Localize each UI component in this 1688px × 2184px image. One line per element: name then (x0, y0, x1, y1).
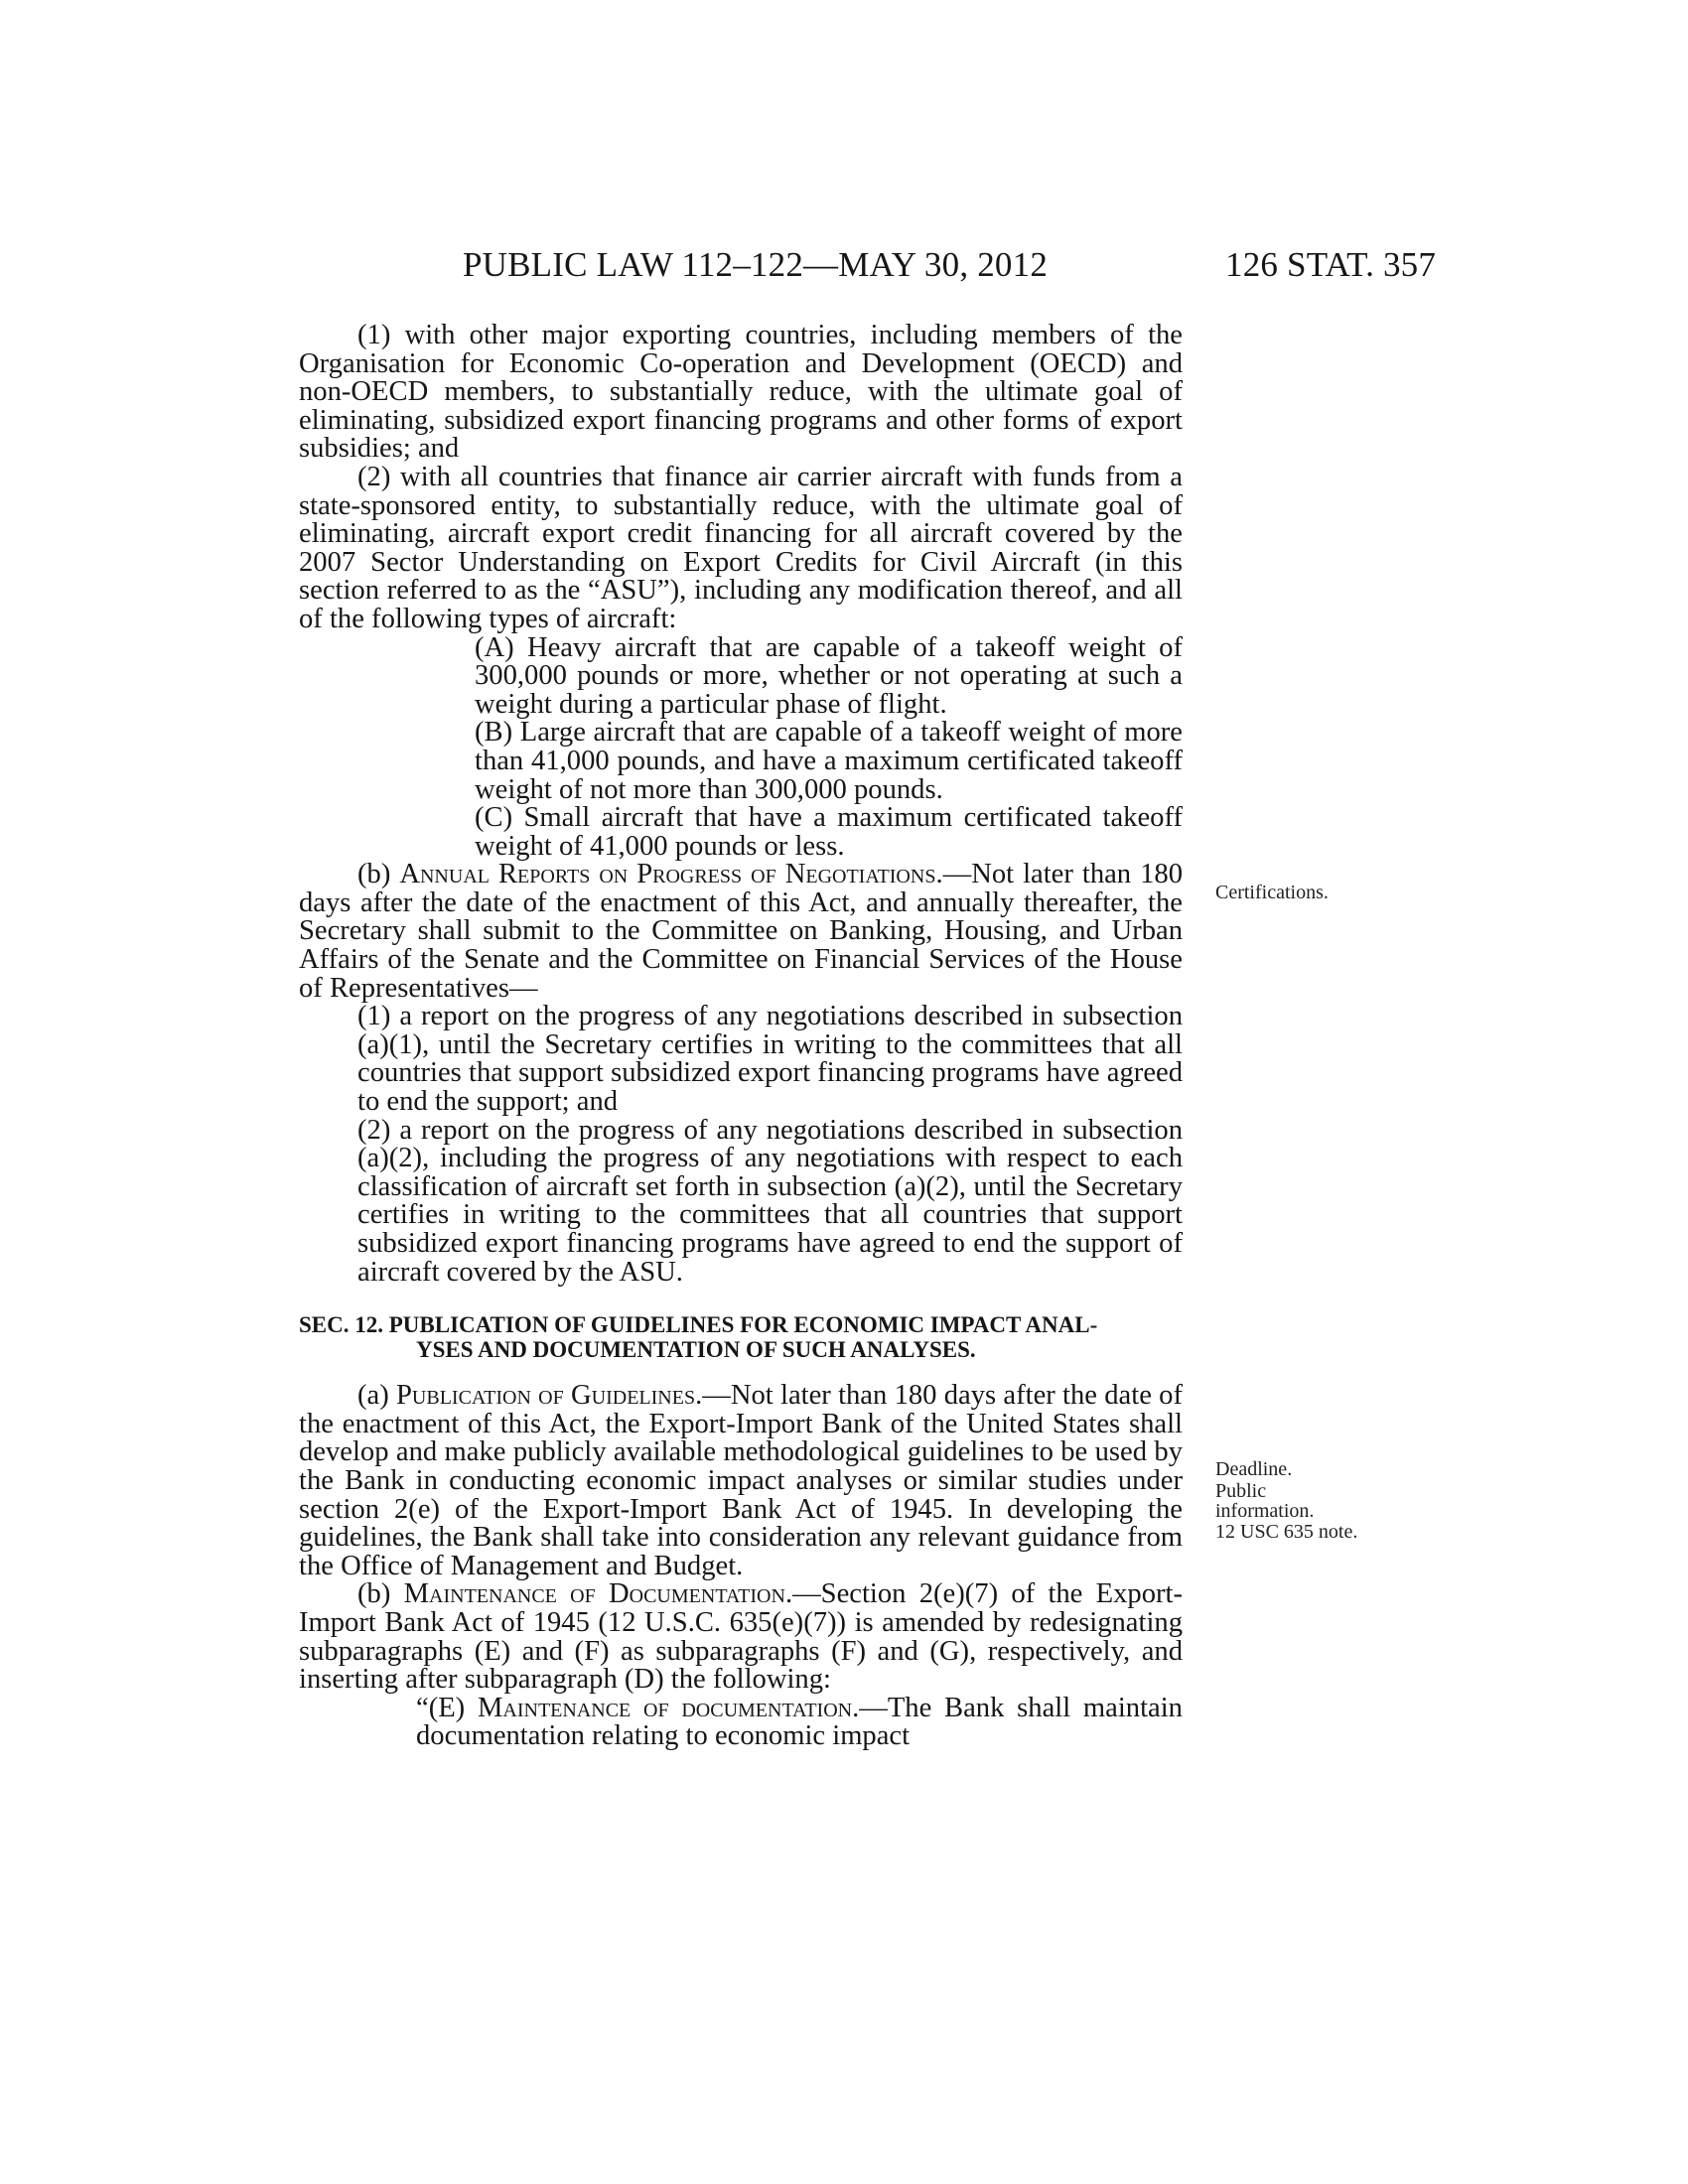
running-header-title: PUBLIC LAW 112–122—MAY 30, 2012 (463, 245, 1049, 284)
paragraph-b2: (2) a report on the progress of any negotiations described in subsection (a)(2), including the progress of any negotiations with respect to each classification of aircraft set forth in subsection (a)(2), until the Secretary certifies in writing to the committees that all countries that support subsidized export financing programs have agreed to end the support of aircraft covered by the ASU. (357, 1114, 1183, 1288)
quoted-E-heading: Maintenance of documentation (477, 1692, 853, 1723)
paragraph-C: (C) Small aircraft that have a maximum certificated takeoff weight of 41,000 pounds or less. (475, 802, 1183, 862)
paragraph-a2: (2) with all countries that finance air carrier aircraft with funds from a state-sponsored entity, to substantially reduce, with the ultimate goal of eliminating, aircraft export credit financing for all aircraft covered by the 2007 Sector Understanding on Export Credits for Civil Aircraft (in this section referred to as the “ASU”), including any modification thereof, and all of the following types of aircraft: (299, 461, 1183, 634)
subsection-b: (b) Annual Reports on Progress of Negotiations.—Not later than 180 days after the date of the enactment of this Act, and annually thereafter, the Secretary shall submit to the Committee on Banking, Housing, and Urban Affairs of the Senate and the Committee on Financial Services of the House of Representatives— (299, 859, 1183, 1004)
margin-note-usc: 12 USC 635 note. (1215, 1521, 1358, 1543)
body-text (299, 322, 1183, 1751)
paragraph-A: (A) Heavy aircraft that are capable of a takeoff weight of 300,000 pounds or more, whether or not operating at such a weight during a particular phase of flight. (475, 631, 1183, 720)
section-12-heading: SEC. 12. PUBLICATION OF GUIDELINES FOR ECONOMIC IMPACT ANAL- YSES AND DOCUMENTATION OF SUCH ANALYSES. (299, 1312, 1098, 1363)
section-12-b: (b) Maintenance of Documentation.—Section 2(e)(7) of the Export-Import Bank Act of 1945 (12 U.S.C. 635(e)(7)) is amended by redesignating subparagraphs (E) and (F) as subparagraphs (F) and (G), respectively, and inserting after subparagraph (D) the following: (299, 1578, 1183, 1696)
quoted-subparagraph-E: “(E) Maintenance of documentation.—The Bank shall maintain documentation relating to economic impact (416, 1692, 1183, 1752)
paragraph-a1: (1) with other major exporting countries, including members of the Organisation for Economic Co-operation and Development (OECD) and non-OECD members, to substantially reduce, with the ultimate goal of eliminating, subsidized export financing programs and other forms of export subsidies; and (299, 320, 1183, 465)
margin-note-certifications: Certifications. (1215, 882, 1329, 903)
margin-note-information: information. (1215, 1500, 1315, 1522)
page-number: 126 STAT. 357 (1225, 245, 1437, 284)
section-12-a-heading: Publication of Guidelines (396, 1380, 696, 1412)
paragraph-B: (B) Large aircraft that are capable of a takeoff weight of more than 41,000 pounds, and have a maximum certificated takeoff weight of not more than 300,000 pounds. (475, 717, 1183, 805)
margin-note-deadline: Deadline. (1215, 1458, 1293, 1480)
paragraph-b1: (1) a report on the progress of any negotiations described in subsection (a)(1), until the Secretary certifies in writing to the committees that all countries that support subsidized export financing programs have agreed to end the support; and (357, 1001, 1183, 1118)
section-12-a: (a) Publication of Guidelines.—Not later than 180 days after the date of the enactment of this Act, the Export-Import Bank of the United States shall develop and make publicly available methodological guidelines to be used by the Bank in conducting economic impact analyses or similar studies under section 2(e) of the Export-Import Bank Act of 1945. In developing the guidelines, the Bank shall take into consideration any relevant guidance from the Office of Management and Budget. (299, 1380, 1183, 1581)
margin-note-public: Public (1215, 1480, 1267, 1502)
section-12-b-heading: Maintenance of Documentation (403, 1578, 785, 1610)
subsection-b-heading: Annual Reports on Progress of Negotiations (399, 859, 936, 890)
